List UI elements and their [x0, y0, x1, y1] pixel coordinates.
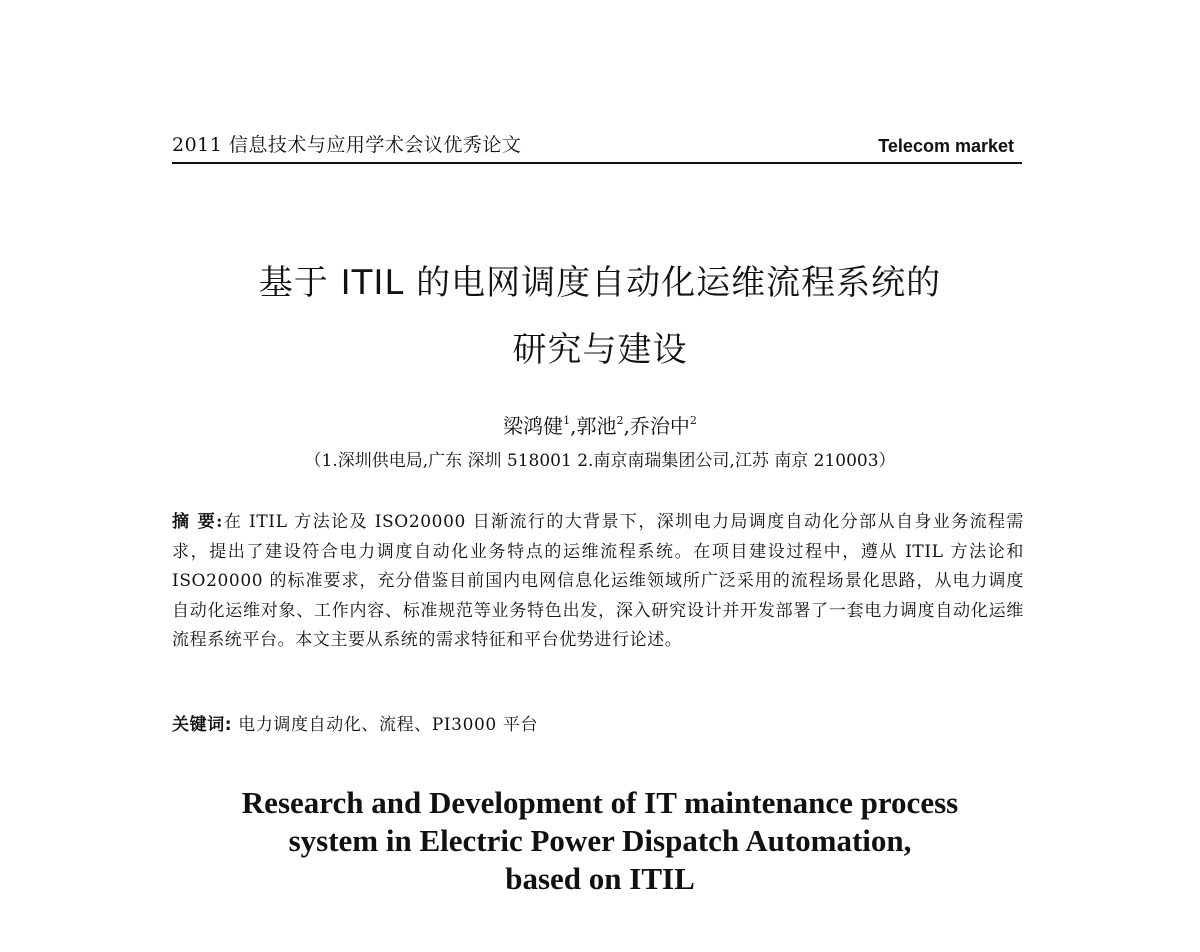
- english-title-line-3: based on ITIL: [505, 861, 695, 896]
- affiliations: （1.深圳供电局,广东 深圳 518001 2.南京南瑞集团公司,江苏 南京 210003）: [304, 451, 896, 471]
- english-title: [0, 784, 1200, 898]
- keywords-text: 电力调度自动化、流程、PI3000 平台: [238, 715, 539, 735]
- author-name: 郭池: [576, 414, 617, 438]
- author-separator: ,: [570, 414, 577, 438]
- paper-title-line-1: 基于 ITIL 的电网调度自动化运维流程系统的: [258, 263, 942, 303]
- english-title-line-2: system in Electric Power Dispatch Automation,: [288, 823, 912, 858]
- keywords: [172, 710, 1024, 735]
- journal-name: Telecom market: [878, 136, 1014, 156]
- affiliation-mark: 1: [563, 414, 571, 427]
- affiliation-mark: 2: [616, 414, 624, 427]
- conference-name: 2011 信息技术与应用学术会议优秀论文: [172, 134, 522, 156]
- running-header: [172, 128, 1022, 164]
- english-title-line-1: Research and Development of IT maintenance process: [241, 785, 959, 820]
- keywords-label: 关键词:: [172, 715, 233, 735]
- author-name: 梁鸿健: [503, 414, 564, 438]
- abstract-label: 摘 要:: [172, 512, 224, 532]
- paper-title-line-2: 研究与建设: [512, 330, 688, 370]
- affiliation-mark: 2: [689, 414, 697, 427]
- author-separator: ,: [623, 414, 630, 438]
- abstract-text: 在 ITIL 方法论及 ISO20000 日渐流行的大背景下，深圳电力局调度自动化分部从自身业务流程需求，提出了建设符合电力调度自动化业务特点的运维流程系统。在项目建设过程中，遵从 ITIL 方法论和 ISO20000 的标准要求，充分借鉴目前国内电网信息化运维领域所广泛采用的流程场景化思路，从电力调度自动化运维对象、工作内容、标准规范等业务特色出发，深入研究设计并开发部署了一套电力调度自动化运维流程系统平台。本文主要从系统的需求特征和平台优势进行论述。: [172, 512, 1025, 650]
- author-list: [0, 410, 1200, 439]
- author-name: 乔治中: [629, 414, 690, 438]
- abstract: [172, 508, 1024, 656]
